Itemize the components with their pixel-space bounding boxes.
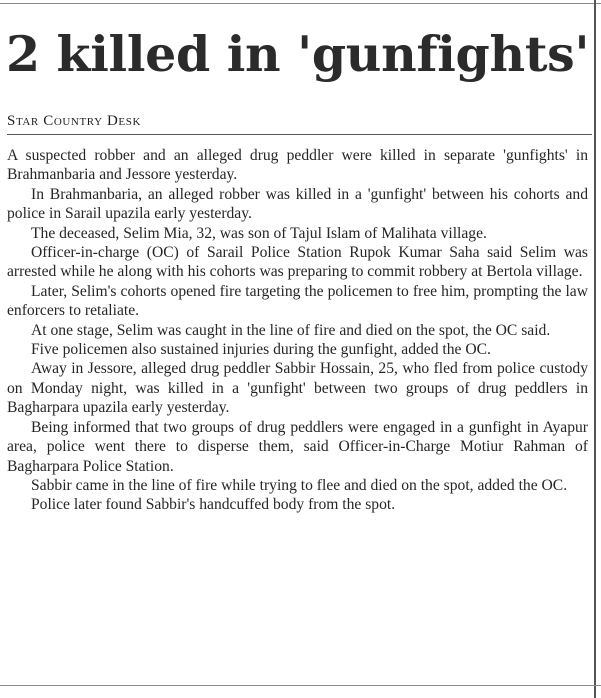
paragraph: Sabbir came in the line of fire while trying to flee and died on the spot, added the OC. bbox=[31, 476, 568, 494]
paragraph: Police later found Sabbir's handcuffed body from the spot. bbox=[31, 496, 396, 514]
bottom-rule bbox=[0, 685, 601, 686]
paragraph: Officer-in-charge (OC) of Sarail Police Station Rupok Kumar Saha said Selim was arrested while he along with his cohorts was preparing to commit robbery at Bertola village. bbox=[7, 244, 588, 281]
top-rule bbox=[0, 3, 601, 4]
paragraph: In Brahmanbaria, an alleged robber was killed in a 'gunfight' between his cohorts and police in Sarail upazila early yesterday. bbox=[7, 185, 588, 223]
paragraph: Later, Selim's cohorts opened fire targeting the policemen to free him, prompting the law enforcers to retaliate. bbox=[7, 282, 588, 320]
headline: 2 killed in 'gunfights' bbox=[6, 25, 590, 83]
paragraph: A suspected robber and an alleged drug peddler were killed in separate 'gunfights' in Brahmanbaria and Jessore yesterday. bbox=[7, 147, 588, 184]
byline: Star Country Desk bbox=[7, 113, 142, 129]
paragraph: Five policemen also sustained injuries during the gunfight, added the OC. bbox=[31, 341, 491, 359]
paragraph: The deceased, Selim Mia, 32, was son of Tajul Islam of Malihata village. bbox=[31, 224, 487, 242]
paragraph: Away in Jessore, alleged drug peddler Sabbir Hossain, 25, who fled from police custody on Monday night, was killed in a 'gunfight' between two groups of drug peddlers in Bagharpara upazila early yesterday. bbox=[7, 360, 588, 417]
byline-rule bbox=[7, 134, 592, 135]
article-body bbox=[7, 146, 588, 515]
right-rule bbox=[594, 0, 596, 698]
paragraph: Being informed that two groups of drug peddlers were engaged in a gunfight in Ayapur area, police went there to disperse them, said Officer-in-Charge Motiur Rahman of Bagharpara Police Station. bbox=[7, 418, 588, 475]
paragraph: At one stage, Selim was caught in the line of fire and died on the spot, the OC said. bbox=[31, 321, 551, 339]
